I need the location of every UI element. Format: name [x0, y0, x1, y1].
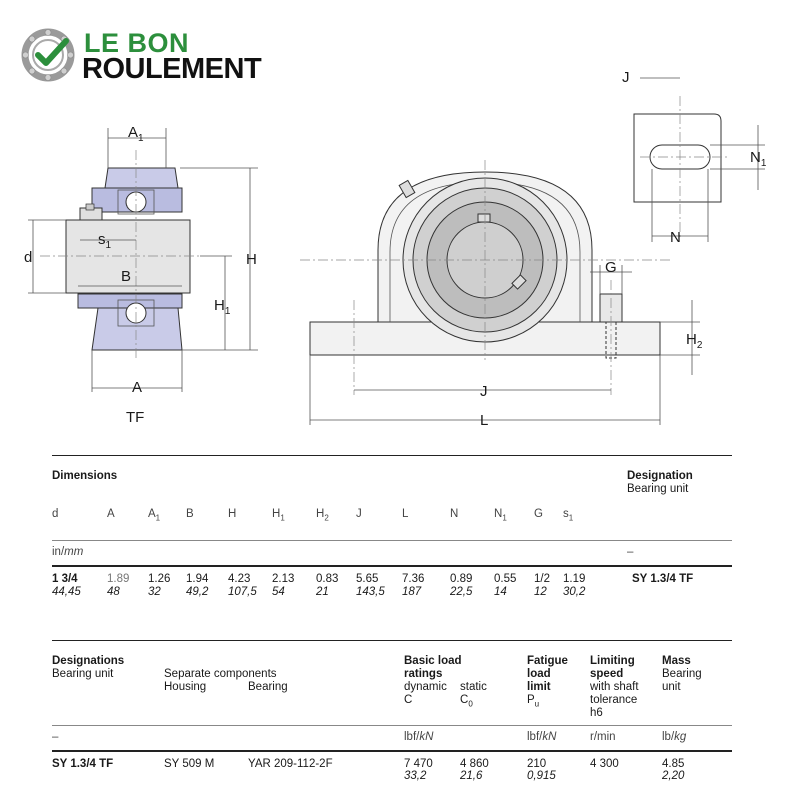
fatigue-label-3: limit — [527, 681, 551, 693]
dimension-header: $A_1$ — [148, 508, 161, 523]
dimension-value-inch: 1.89 — [107, 573, 130, 585]
label-j-front: J — [480, 383, 488, 400]
row-mass-lb: 4.85 — [662, 758, 685, 770]
row-dynamic-kn: 33,2 — [404, 770, 427, 782]
designations-title: Designations — [52, 655, 125, 667]
dimension-value-inch: 1 3/4 — [52, 573, 78, 585]
dimension-value-inch: 4.23 — [228, 573, 251, 585]
logo-line-1: LE BON — [84, 28, 190, 58]
fatigue-label-2: load — [527, 668, 551, 680]
dimension-value-inch: 2.13 — [272, 573, 295, 585]
designation-sub: Bearing unit — [627, 483, 689, 495]
mass-label-2: Bearing — [662, 668, 702, 680]
basic-load-label-1: Basic load — [404, 655, 462, 667]
designation-unit-dash: – — [627, 546, 634, 558]
row-housing: SY 509 M — [164, 758, 215, 770]
designation-title: Designation — [627, 470, 693, 482]
designation-unit-dash: – — [52, 731, 59, 743]
static-symbol: $C_0$ — [460, 694, 473, 709]
dimension-header: d — [52, 508, 59, 520]
label-j-top: J — [622, 69, 630, 86]
dimension-value-inch: 1.94 — [186, 573, 209, 585]
dimension-header: $s_1$ — [563, 508, 574, 523]
row-mass-kg: 2,20 — [662, 770, 685, 782]
dimension-value-mm: 48 — [107, 586, 120, 598]
dimension-header: $H_1$ — [272, 508, 285, 523]
fatigue-unit: lbf/kN — [527, 731, 557, 743]
dynamic-symbol: C — [404, 694, 413, 706]
bearing-label: Bearing — [248, 681, 288, 693]
logo-line-2: ROULEMENT — [82, 53, 262, 85]
dimension-header: H — [228, 508, 237, 520]
dimension-header: B — [186, 508, 194, 520]
dimension-header: G — [534, 508, 543, 520]
divider — [52, 540, 732, 541]
separate-components-label: Separate components — [164, 668, 277, 680]
dimension-value-inch: 1/2 — [534, 573, 550, 585]
label-d: d — [24, 249, 33, 266]
dimension-header: J — [356, 508, 362, 520]
row-static-kn: 21,6 — [460, 770, 483, 782]
dimension-value-mm: 21 — [316, 586, 329, 598]
limiting-label-1: Limiting — [590, 655, 635, 667]
divider — [52, 725, 732, 726]
label-n1: $N_1$ — [750, 149, 767, 169]
label-l: L — [480, 412, 489, 429]
dynamic-label: dynamic — [404, 681, 447, 693]
mass-label-1: Mass — [662, 655, 691, 667]
label-tf: TF — [126, 409, 145, 426]
row-dynamic-lbf: 7 470 — [404, 758, 433, 770]
static-label: static — [460, 681, 487, 693]
designation-value: SY 1.3/4 TF — [632, 573, 694, 585]
dimension-value-mm: 22,5 — [450, 586, 473, 598]
dimension-header: A — [107, 508, 115, 520]
dimension-value-mm: 107,5 — [228, 586, 257, 598]
label-a: A — [132, 379, 143, 396]
label-h2: $H_2$ — [686, 331, 703, 351]
mass-label-3: unit — [662, 681, 681, 693]
row-fatigue-kn: 0,915 — [527, 770, 556, 782]
divider — [52, 750, 732, 752]
row-bearing: YAR 209-112-2F — [248, 758, 333, 770]
side-view — [24, 124, 258, 426]
dimension-value-inch: 0.55 — [494, 573, 517, 585]
row-fatigue-lbf: 210 — [527, 758, 547, 770]
unit-label: in/mm — [52, 546, 84, 558]
dimension-value-inch: 5.65 — [356, 573, 379, 585]
slot-detail-view — [622, 69, 767, 246]
dimension-header: $H_2$ — [316, 508, 329, 523]
row-speed: 4 300 — [590, 758, 619, 770]
dimension-value-inch: 0.89 — [450, 573, 473, 585]
basic-load-label-2: ratings — [404, 668, 443, 680]
divider — [52, 640, 732, 641]
dimension-value-mm: 44,45 — [52, 586, 81, 598]
dimension-value-mm: 143,5 — [356, 586, 385, 598]
fatigue-symbol: $P_u$ — [527, 694, 540, 709]
bearing-logo-icon — [22, 28, 78, 84]
label-g: G — [605, 259, 617, 276]
divider — [52, 565, 732, 567]
dimension-value-mm: 54 — [272, 586, 285, 598]
dimension-header: N — [450, 508, 459, 520]
dimension-value-mm: 32 — [148, 586, 161, 598]
row-unit: SY 1.3/4 TF — [52, 758, 114, 770]
label-h1: $H_1$ — [214, 297, 231, 317]
limiting-label-5: h6 — [590, 707, 603, 719]
dimension-value-inch: 1.19 — [563, 573, 586, 585]
brand-logo — [22, 26, 302, 86]
label-n: N — [670, 229, 681, 246]
label-s1: $s_1$ — [98, 231, 112, 251]
dimension-value-mm: 12 — [534, 586, 547, 598]
bearing-unit-label: Bearing unit — [52, 668, 114, 680]
dimension-value-mm: 187 — [402, 586, 422, 598]
row-static-lbf: 4 860 — [460, 758, 489, 770]
dimension-value-mm: 14 — [494, 586, 507, 598]
housing-label: Housing — [164, 681, 207, 693]
dimension-value-inch: 7.36 — [402, 573, 425, 585]
label-b: B — [121, 268, 132, 285]
mass-unit: lb/kg — [662, 731, 687, 743]
dimension-value-inch: 0.83 — [316, 573, 339, 585]
dimension-value-inch: 1.26 — [148, 573, 171, 585]
speed-unit: r/min — [590, 731, 616, 743]
dimension-header: $N_1$ — [494, 508, 507, 523]
fatigue-label-1: Fatigue — [527, 655, 568, 667]
limiting-label-2: speed — [590, 668, 624, 680]
dimensions-title: Dimensions — [52, 470, 118, 482]
load-unit: lbf/kN — [404, 731, 434, 743]
divider — [52, 455, 732, 456]
label-a1: $A_1$ — [128, 124, 144, 144]
dimension-value-mm: 49,2 — [186, 586, 209, 598]
dimension-header: L — [402, 508, 409, 520]
limiting-label-3: with shaft — [590, 681, 639, 693]
label-h: H — [246, 251, 257, 268]
dimension-value-mm: 30,2 — [563, 586, 586, 598]
limiting-label-4: tolerance — [590, 694, 638, 706]
